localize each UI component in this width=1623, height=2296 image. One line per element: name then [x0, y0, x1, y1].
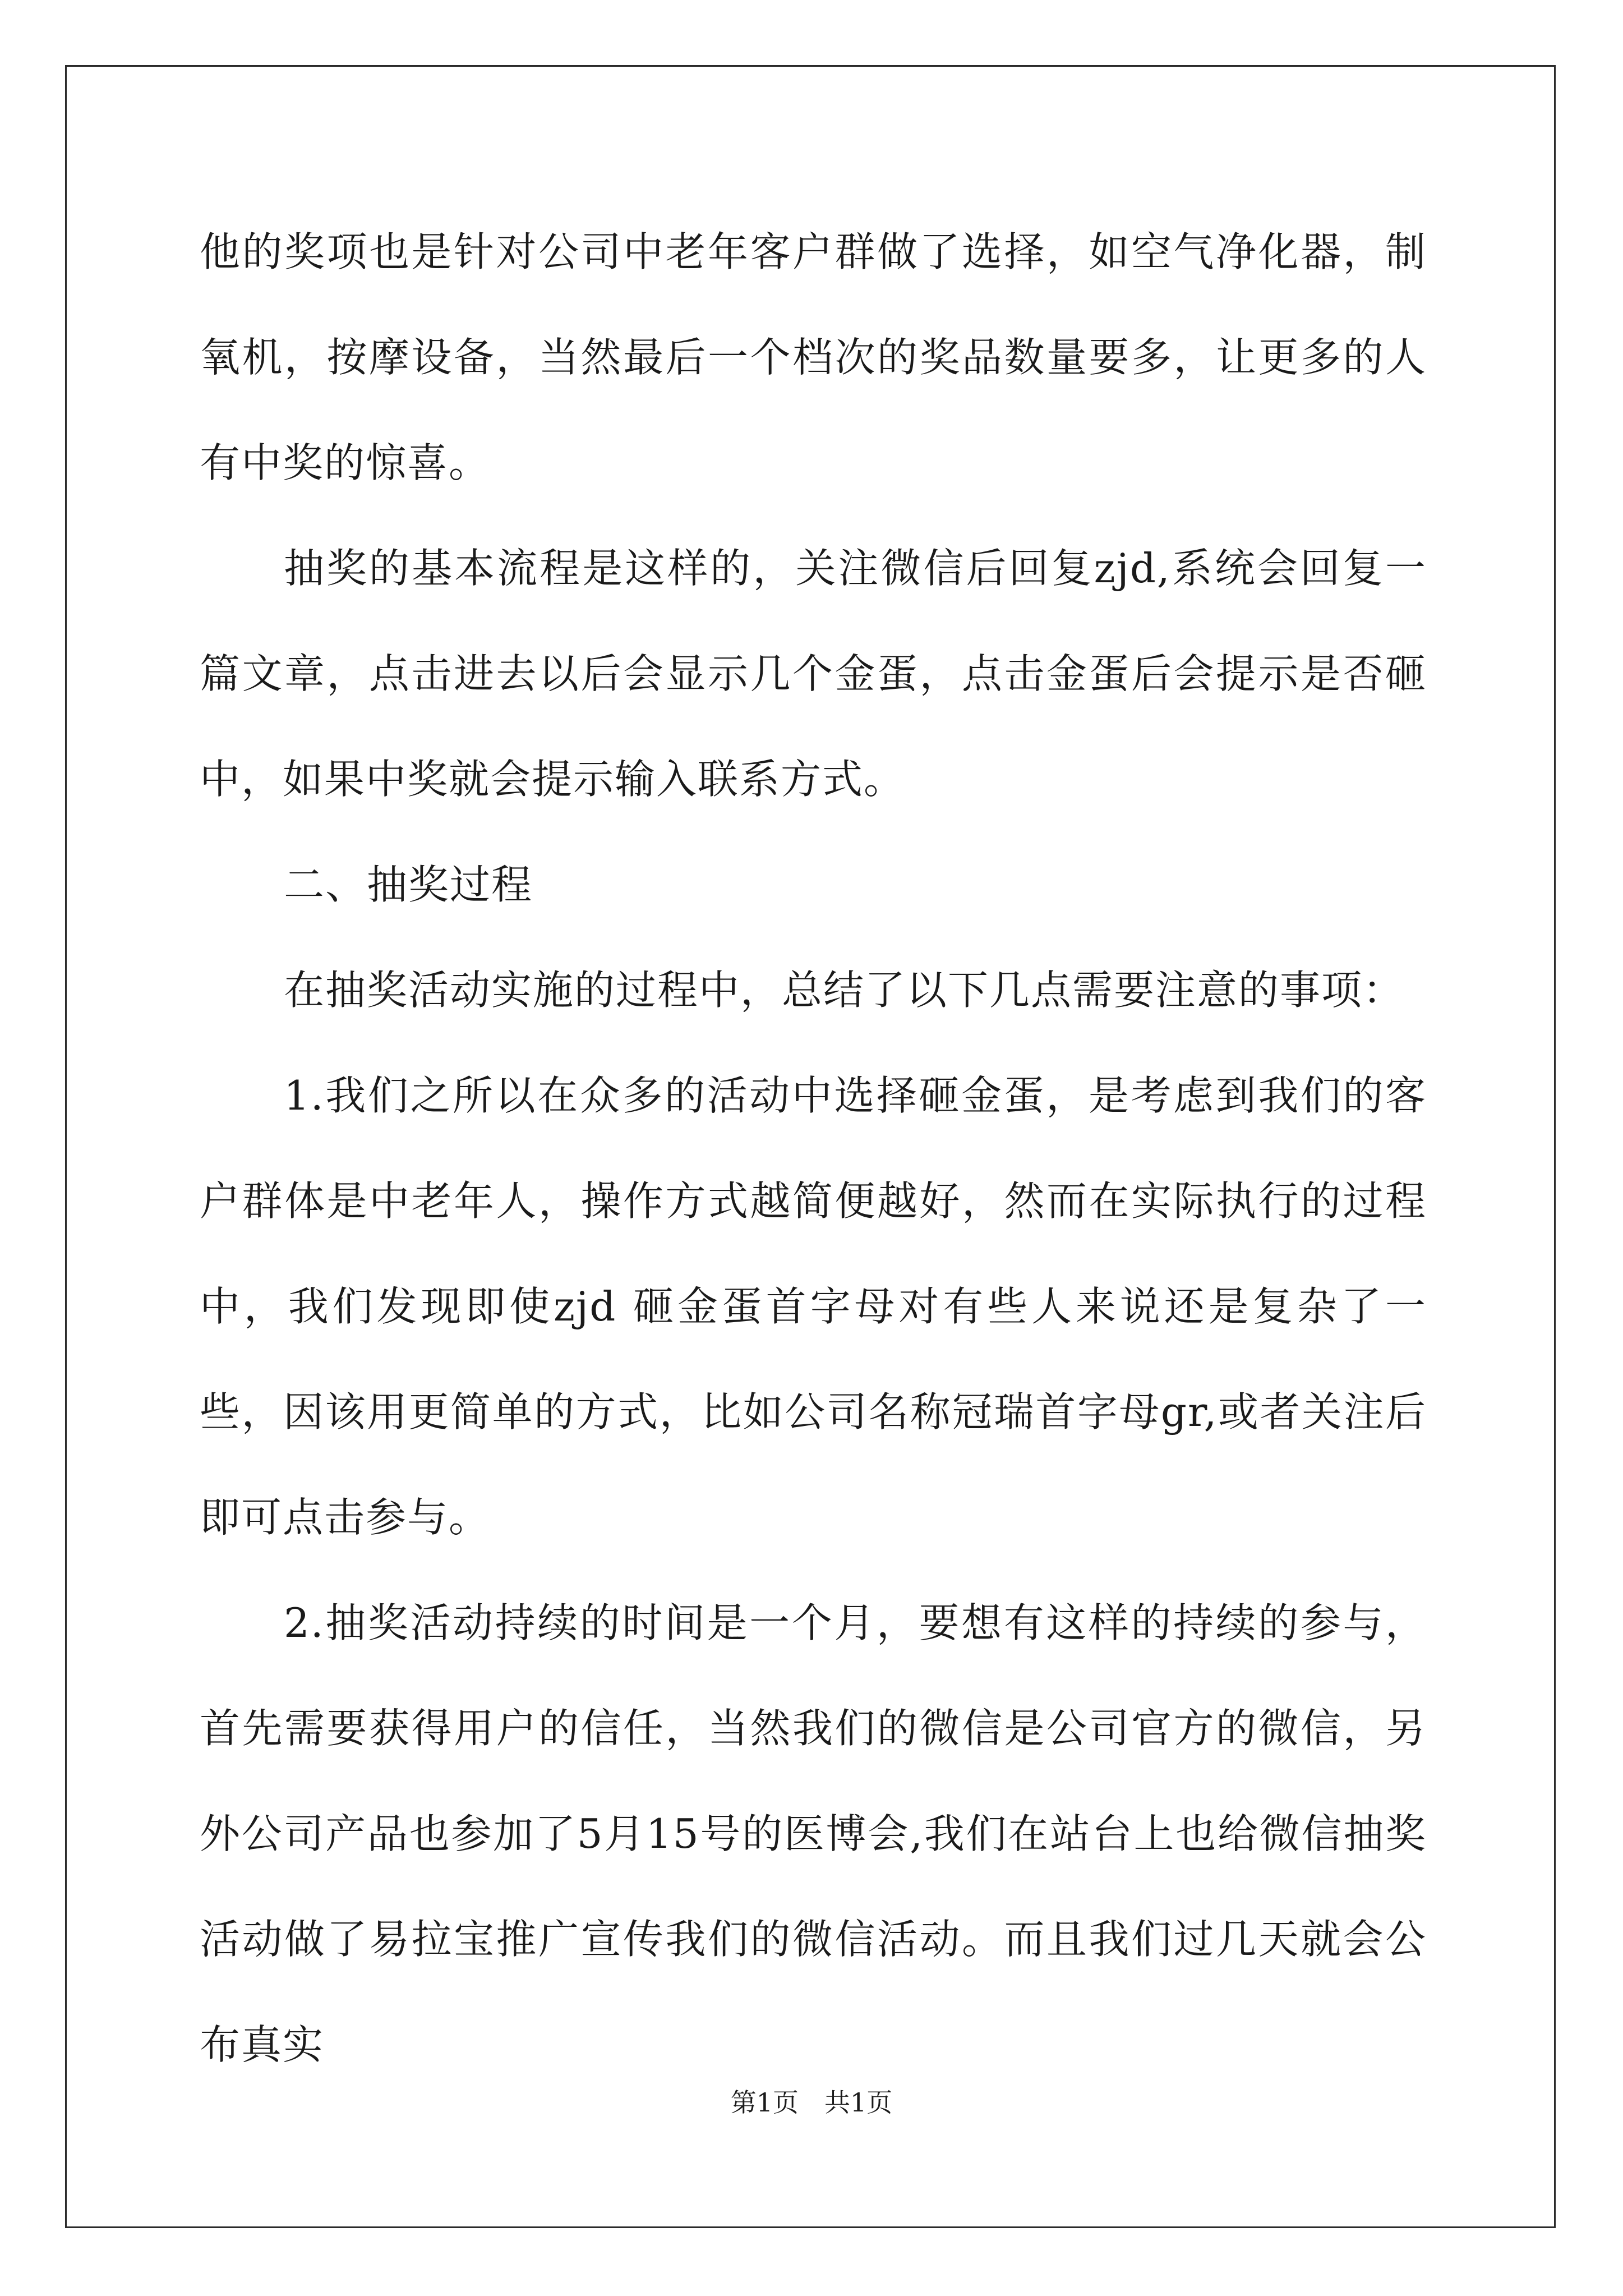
paragraph-notes-intro: 在抽奖活动实施的过程中，总结了以下几点需要注意的事项： [284, 967, 1405, 1014]
document-body [200, 199, 1427, 2097]
page-footer [0, 2086, 1623, 2119]
page-number: 第1页 [730, 2087, 799, 2118]
paragraph-prizes: 他的奖项也是针对公司中老年客户群做了选择，如空气净化器，制氧机，按摩设备，当然最后一个档次的奖品数量要多，让更多的人有中奖的惊喜。 [200, 228, 1427, 486]
paragraph-basic-flow: 抽奖的基本流程是这样的，关注微信后回复zjd,系统会回复一篇文章，点击进去以后会显示几个金蛋，点击金蛋后会提示是否砸中，如果中奖就会提示输入联系方式。 [200, 545, 1427, 803]
page-total: 共1页 [824, 2087, 893, 2118]
paragraph-point-1: 1.我们之所以在众多的活动中选择砸金蛋，是考虑到我们的客户群体是中老年人，操作方式越简便越好，然而在实际执行的过程中，我们发现即使zjd 砸金蛋首字母对有些人来说还是复杂了一些，因该用更简单的方式，比如公司名称冠瑞首字母gr,或者关注后即可点击参与。 [200, 1072, 1427, 1541]
section-heading-lottery-process: 二、抽奖过程 [284, 861, 533, 908]
paragraph-point-2: 2.抽奖活动持续的时间是一个月，要想有这样的持续的参与，首先需要获得用户的信任，当然我们的微信是公司官方的微信，另外公司产品也参加了5月15号的医博会,我们在站台上也给微信抽奖活动做了易拉宝推广宣传我们的微信活动。而且我们过几天就会公布真实 [200, 1599, 1427, 2068]
